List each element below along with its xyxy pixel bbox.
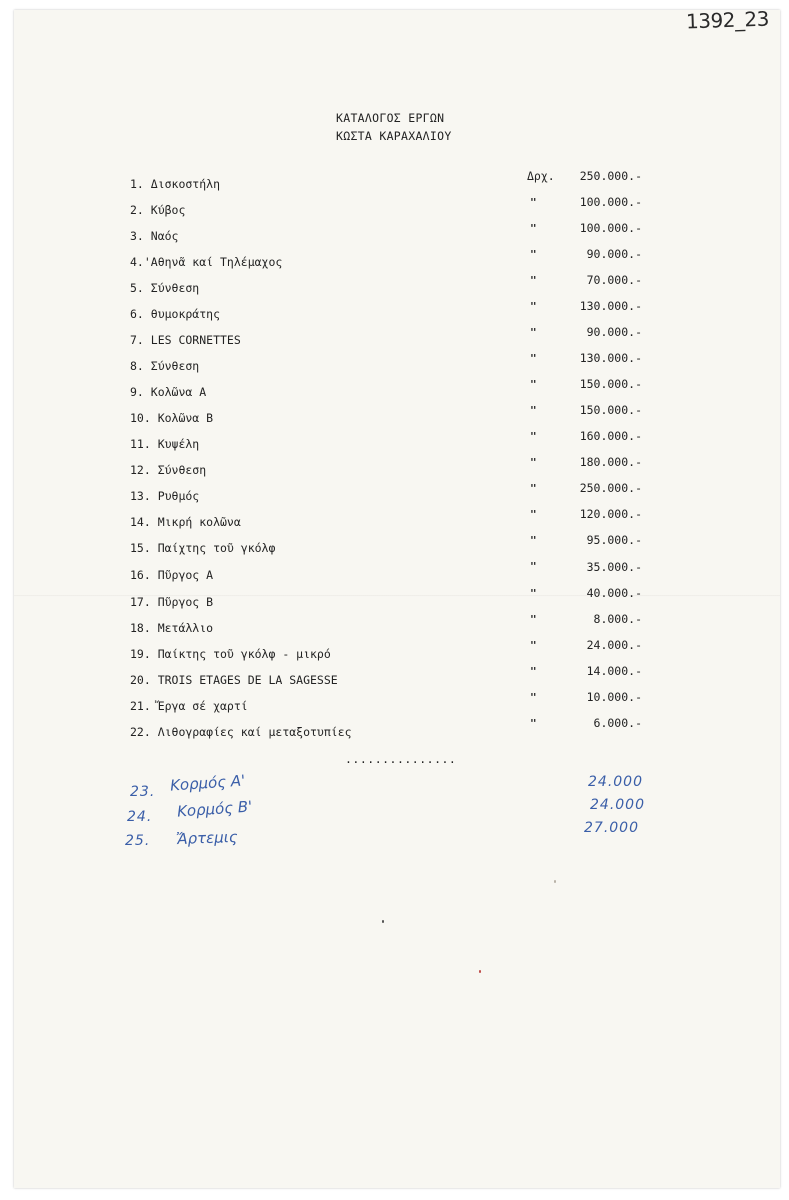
ditto-mark: " [530, 508, 537, 521]
ink-speck [479, 970, 481, 973]
work-item-price: 70.000.- [586, 273, 642, 287]
handwritten-item-price: 24.000 [588, 774, 643, 790]
work-item-price: 150.000.- [579, 377, 642, 391]
ditto-mark: " [530, 717, 537, 730]
catalog-title: ΚΑΤΑΛΟΓΟΣ ΕΡΓΩΝ [336, 111, 445, 125]
work-item-price: 160.000.- [579, 429, 642, 443]
work-item-price: 100.000.- [579, 221, 642, 235]
ditto-mark: " [530, 222, 537, 235]
work-item-label: 15. Παίχτης τοῦ γκόλφ [130, 541, 276, 555]
ditto-mark: " [530, 665, 537, 678]
work-item-label: 11. Κυψέλη [130, 437, 200, 451]
handwritten-item-number: 23. [130, 784, 156, 800]
work-item-price: 24.000.- [586, 638, 642, 652]
work-item-price: 250.000.- [579, 169, 642, 183]
ditto-mark: " [530, 248, 537, 261]
handwritten-item-label: Ἄρτεμις [175, 827, 238, 849]
work-item-label: 3. Ναός [130, 229, 179, 243]
ditto-mark: " [530, 639, 537, 652]
dotted-separator: ............... [345, 752, 457, 766]
work-item-label: 14. Μικρή κολῶνα [130, 515, 241, 529]
work-item-label: 10. Κολῶνα Β [130, 411, 214, 425]
ditto-mark: " [530, 196, 537, 209]
ditto-mark: " [530, 352, 537, 365]
work-item-price: 90.000.- [586, 325, 642, 339]
ditto-mark: " [530, 404, 537, 417]
work-item-price: 130.000.- [579, 351, 642, 365]
work-item-label: 19. Παίκτης τοῦ γκόλφ - μικρό [130, 647, 331, 661]
work-item-price: 14.000.- [586, 664, 642, 678]
handwritten-item-label: Κορμός Α' [169, 771, 246, 795]
ditto-mark: " [530, 613, 537, 626]
ditto-mark: " [530, 482, 537, 495]
work-item-price: 90.000.- [586, 247, 642, 261]
ditto-mark: " [530, 378, 537, 391]
ditto-mark: " [530, 534, 537, 547]
work-item-price: 6.000.- [593, 716, 642, 730]
work-item-price: 150.000.- [579, 403, 642, 417]
work-item-price: 180.000.- [579, 455, 642, 469]
work-item-price: 250.000.- [579, 481, 642, 495]
handwritten-item-number: 24. [127, 809, 153, 825]
ditto-mark: " [530, 456, 537, 469]
work-item-label: 4.'Αθηνᾶ καί Τηλέμαχος [130, 255, 283, 269]
ink-speck [554, 880, 556, 883]
handwritten-item-number: 25. [125, 833, 151, 849]
document-page [14, 10, 780, 1188]
archive-number: 1392_23 [685, 6, 770, 34]
work-item-label: 5. Σύνθεση [130, 281, 200, 295]
ditto-mark: " [530, 587, 537, 600]
currency-label: Δρχ. [527, 169, 555, 183]
ditto-mark: " [530, 691, 537, 704]
work-item-label: 17. Πῦργος Β [130, 595, 214, 609]
work-item-label: 7. LES CORNETTES [130, 333, 241, 347]
ditto-mark: " [530, 300, 537, 313]
work-item-label: 1. Δισκοστήλη [130, 177, 221, 191]
work-item-label: 20. TROIS ETAGES DE LA SAGESSE [130, 673, 338, 687]
work-item-price: 100.000.- [579, 195, 642, 209]
work-item-price: 40.000.- [586, 586, 642, 600]
work-item-label: 8. Σύνθεση [130, 359, 200, 373]
handwritten-item-price: 27.000 [584, 820, 639, 836]
ink-speck [382, 920, 384, 923]
page-fold-line [14, 595, 780, 597]
work-item-price: 130.000.- [579, 299, 642, 313]
work-item-label: 18. Μετάλλιο [130, 621, 214, 635]
ditto-mark: " [530, 326, 537, 339]
work-item-label: 13. Ρυθμός [130, 489, 200, 503]
work-item-label: 16. Πῦργος Α [130, 568, 214, 582]
work-item-price: 120.000.- [579, 507, 642, 521]
work-item-label: 6. θυμοκράτης [130, 307, 221, 321]
work-item-label: 21. Ἔργα σέ χαρτί [130, 699, 248, 713]
work-item-label: 12. Σύνθεση [130, 463, 207, 477]
work-item-label: 9. Κολῶνα Α [130, 385, 207, 399]
ditto-mark: " [530, 430, 537, 443]
work-item-label: 2. Κύβος [130, 203, 186, 217]
work-item-price: 10.000.- [586, 690, 642, 704]
artist-name: ΚΩΣΤΑ ΚΑΡΑΧΑΛΙΟΥ [336, 129, 452, 143]
work-item-label: 22. Λιθογραφίες καί μεταξοτυπίες [130, 725, 352, 739]
ditto-mark: " [530, 560, 537, 573]
ditto-mark: " [530, 274, 537, 287]
work-item-price: 95.000.- [586, 533, 642, 547]
work-item-price: 35.000.- [586, 560, 642, 574]
work-item-price: 8.000.- [593, 612, 642, 626]
handwritten-item-label: Κορμός Β' [176, 797, 253, 821]
handwritten-item-price: 24.000 [590, 797, 645, 813]
